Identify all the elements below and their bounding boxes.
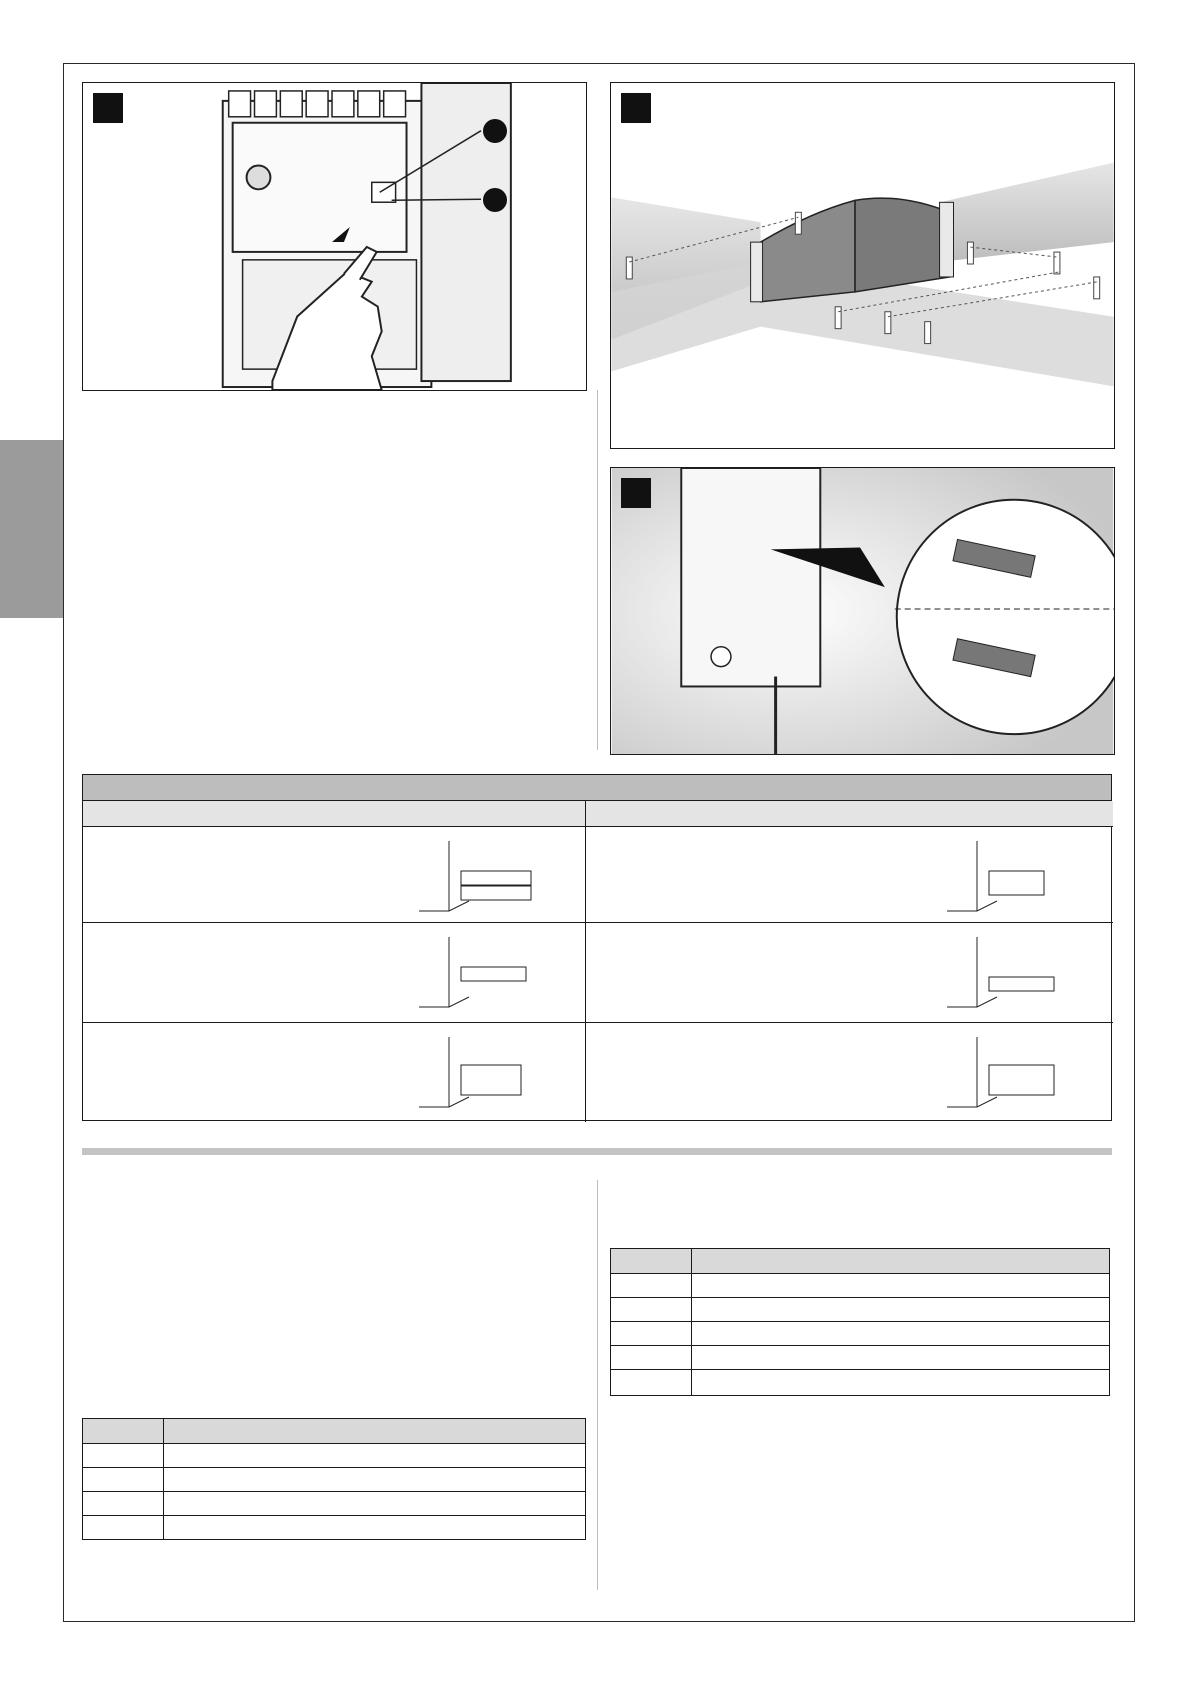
table-row [611, 1297, 1109, 1322]
figure-photocell-jumper [610, 467, 1115, 755]
column-divider-bottom [597, 1180, 598, 1590]
jumper-plug-icon [419, 1027, 537, 1111]
jumper-plug-icon [947, 831, 1065, 915]
figure-number-marker [621, 93, 651, 123]
figure-control-unit-button [82, 82, 587, 391]
small-table-right [610, 1248, 1110, 1396]
table-column-header [83, 801, 585, 827]
table-row [611, 1273, 1109, 1298]
table-row [611, 1321, 1109, 1346]
table-header-row [83, 1419, 585, 1444]
table-cell [586, 922, 1113, 1022]
table-cell [586, 1022, 1113, 1122]
jumper-plug-icon [947, 1027, 1065, 1111]
callout-2 [483, 188, 507, 212]
table-row [83, 1467, 585, 1492]
table-row [611, 1345, 1109, 1370]
table-column-header [586, 801, 1113, 827]
callout-1 [483, 119, 507, 143]
table-cell [83, 1022, 585, 1122]
table-title [83, 775, 1111, 801]
table-cell [586, 827, 1113, 922]
figure-gate-photocells [610, 82, 1115, 449]
gate-photocell-icon [611, 83, 1114, 448]
hand-press-icon [83, 83, 586, 390]
table-row [83, 1515, 585, 1539]
table-row [611, 1369, 1109, 1393]
column-divider-top [597, 390, 598, 750]
jumper-plug-icon [419, 831, 537, 915]
language-side-tab [0, 440, 63, 618]
section-separator [82, 1148, 1112, 1155]
table-row [83, 1443, 585, 1468]
jumper-plug-icon [611, 468, 1114, 754]
table-cell [83, 922, 585, 1022]
figure-number-marker [621, 478, 651, 508]
figure-number-marker [93, 93, 123, 123]
table-cell [83, 827, 585, 922]
table-row [83, 1491, 585, 1516]
jumper-plug-icon [947, 927, 1065, 1011]
jumper-plug-icon [419, 927, 537, 1011]
small-table-left [82, 1418, 586, 1540]
table-header-row [611, 1249, 1109, 1274]
jumper-configuration-table [82, 774, 1112, 1121]
